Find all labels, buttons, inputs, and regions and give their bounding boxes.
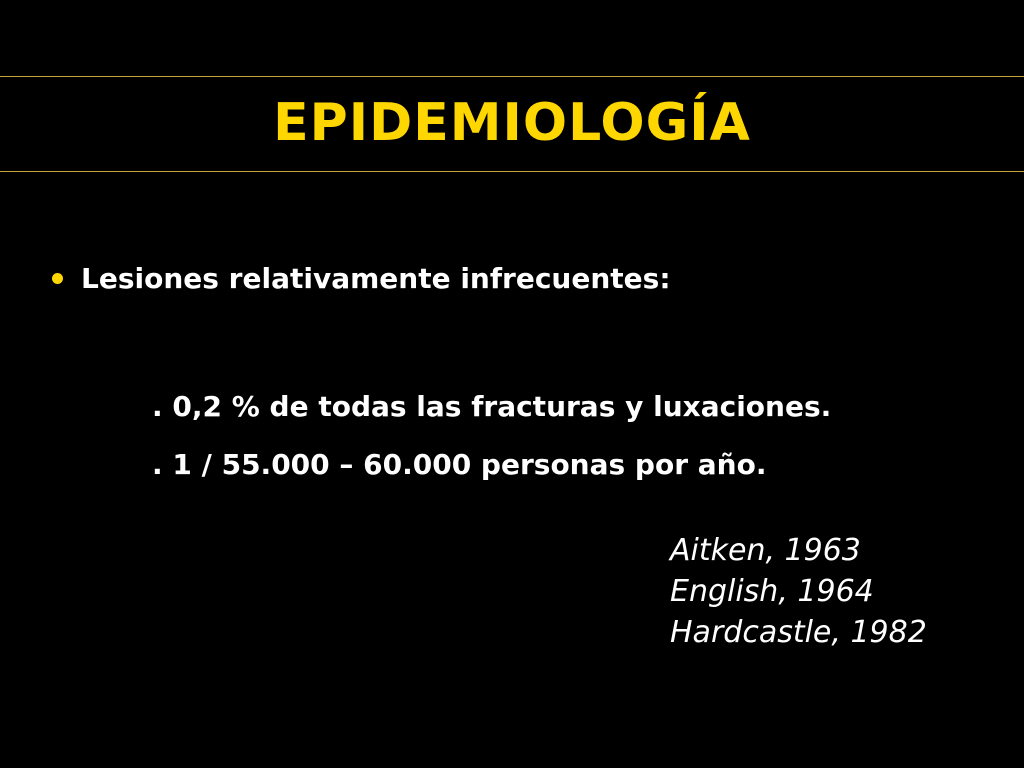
title-bottom-rule xyxy=(0,171,1024,172)
bullet-text: Lesiones relativamente infrecuentes: xyxy=(81,262,671,295)
sub-item-incidence-rate: . 1 / 55.000 – 60.000 personas por año. xyxy=(152,448,767,481)
bullet-dot-icon xyxy=(52,273,63,284)
bullet-item xyxy=(52,262,671,295)
reference-hardcastle: Hardcastle, 1982 xyxy=(670,615,927,650)
title-top-rule xyxy=(0,76,1024,77)
references-block xyxy=(670,530,927,653)
slide-title: EPIDEMIOLOGÍA xyxy=(273,93,751,153)
reference-english: English, 1964 xyxy=(670,574,874,609)
sub-item-fracture-percentage: . 0,2 % de todas las fracturas y luxaciones. xyxy=(152,390,832,423)
reference-aitken: Aitken, 1963 xyxy=(670,533,861,568)
